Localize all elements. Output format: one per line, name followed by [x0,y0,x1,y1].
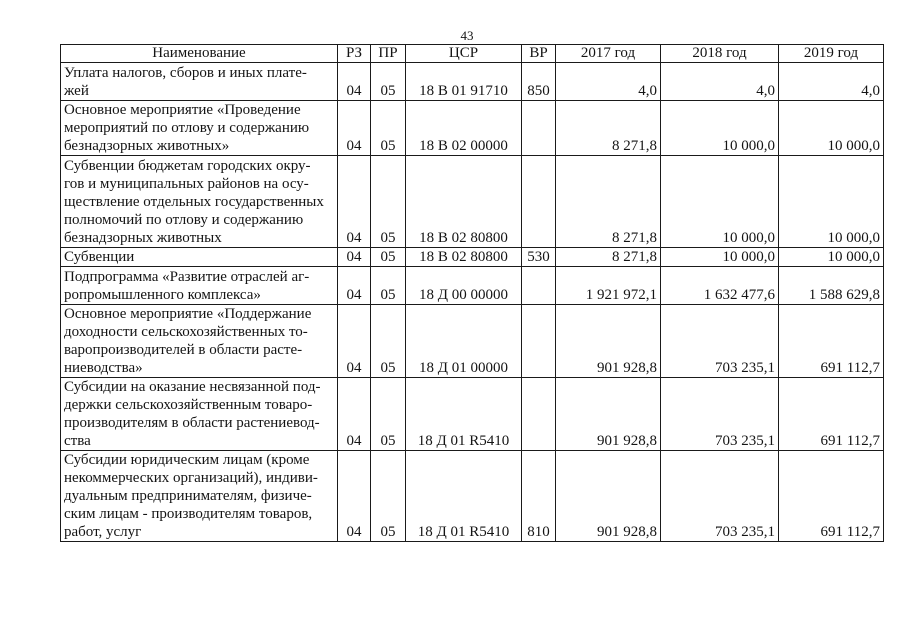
vr-cell [522,156,556,248]
name-line: жей [64,83,89,99]
csr-cell: 18 Д 01 R5410 [406,378,522,451]
value-2017: 1 921 972,1 [556,267,661,305]
pr-cell: 05 [371,63,406,101]
name-line: дуальным предпринимателям, физиче- [64,488,312,504]
name-line: Субсидии на оказание несвязанной под- [64,379,321,395]
budget-table [60,44,884,542]
value-2017: 901 928,8 [556,305,661,378]
header-2019: 2019 год [779,45,884,63]
row-name [61,451,338,542]
name-line: ществление отдельных государственных [64,194,324,210]
name-line: Основное мероприятие «Проведение [64,102,301,118]
name-line: безнадзорных животных» [64,138,230,154]
rz-cell: 04 [338,305,371,378]
name-line: мероприятий по отлову и содержанию [64,120,310,136]
vr-cell [522,378,556,451]
table-row [61,156,884,248]
pr-cell: 05 [371,101,406,156]
row-name [61,101,338,156]
rz-cell: 04 [338,378,371,451]
vr-cell [522,267,556,305]
header-2018: 2018 год [661,45,779,63]
csr-cell: 18 В 02 00000 [406,101,522,156]
name-line: производителям в области растениевод- [64,415,320,431]
name-line: полномочий по отлову и содержанию [64,212,304,228]
header-vr: ВР [522,45,556,63]
value-2019: 10 000,0 [779,156,884,248]
csr-cell: 18 В 02 80800 [406,248,522,267]
table-row [61,267,884,305]
vr-cell: 850 [522,63,556,101]
row-name [61,156,338,248]
value-2017: 901 928,8 [556,451,661,542]
name-line: доходности сельскохозяйственных то- [64,324,308,340]
header-csr: ЦСР [406,45,522,63]
pr-cell: 05 [371,305,406,378]
value-2019: 691 112,7 [779,451,884,542]
value-2017: 8 271,8 [556,156,661,248]
csr-cell: 18 Д 00 00000 [406,267,522,305]
pr-cell: 05 [371,156,406,248]
value-2018: 703 235,1 [661,451,779,542]
row-name [61,305,338,378]
value-2018: 703 235,1 [661,378,779,451]
csr-cell: 18 В 01 91710 [406,63,522,101]
table-row [61,248,884,267]
rz-cell: 04 [338,101,371,156]
csr-cell: 18 В 02 80800 [406,156,522,248]
table-row [61,451,884,542]
header-row [61,45,884,63]
name-line: Подпрограмма «Развитие отраслей аг- [64,269,310,285]
rz-cell: 04 [338,248,371,267]
pr-cell: 05 [371,451,406,542]
value-2018: 10 000,0 [661,248,779,267]
header-pr: ПР [371,45,406,63]
name-line: варопроизводителей в области расте- [64,342,303,358]
name-line: работ, услуг [64,524,142,540]
table-row [61,305,884,378]
rz-cell: 04 [338,63,371,101]
pr-cell: 05 [371,248,406,267]
value-2017: 8 271,8 [556,248,661,267]
name-line: держки сельскохозяйственным товаро- [64,397,313,413]
value-2019: 10 000,0 [779,248,884,267]
csr-cell: 18 Д 01 R5410 [406,451,522,542]
header-2017: 2017 год [556,45,661,63]
value-2019: 10 000,0 [779,101,884,156]
page-number: 43 [460,28,474,43]
value-2018: 1 632 477,6 [661,267,779,305]
name-line: Субвенции бюджетам городских окру- [64,158,311,174]
name-line: Уплата налогов, сборов и иных плате- [64,65,307,81]
name-line: Субвенции [64,249,135,265]
name-line: ства [64,433,91,449]
vr-cell [522,305,556,378]
value-2017: 8 271,8 [556,101,661,156]
value-2017: 4,0 [556,63,661,101]
name-line: Основное мероприятие «Поддержание [64,306,312,322]
name-line: ниеводства» [64,360,143,376]
name-line: ским лицам - производителям товаров, [64,506,313,522]
row-name [61,378,338,451]
vr-cell: 530 [522,248,556,267]
table-row [61,101,884,156]
name-line: гов и муниципальных районов на осу- [64,176,309,192]
value-2018: 10 000,0 [661,101,779,156]
name-line: ропромышленного комплекса» [64,287,261,303]
value-2018: 4,0 [661,63,779,101]
rz-cell: 04 [338,451,371,542]
value-2019: 4,0 [779,63,884,101]
vr-cell [522,101,556,156]
header-rz: РЗ [338,45,371,63]
row-name [61,248,338,267]
row-name [61,267,338,305]
value-2019: 691 112,7 [779,305,884,378]
name-line: Субсидии юридическим лицам (кроме [64,452,310,468]
value-2018: 703 235,1 [661,305,779,378]
value-2018: 10 000,0 [661,156,779,248]
value-2019: 691 112,7 [779,378,884,451]
value-2019: 1 588 629,8 [779,267,884,305]
csr-cell: 18 Д 01 00000 [406,305,522,378]
name-line: безнадзорных животных [64,230,222,246]
table-row [61,63,884,101]
vr-cell: 810 [522,451,556,542]
value-2017: 901 928,8 [556,378,661,451]
name-line: некоммерческих организаций), индиви- [64,470,318,486]
pr-cell: 05 [371,267,406,305]
rz-cell: 04 [338,267,371,305]
row-name [61,63,338,101]
header-name: Наименование [61,45,338,63]
pr-cell: 05 [371,378,406,451]
rz-cell: 04 [338,156,371,248]
table-row [61,378,884,451]
